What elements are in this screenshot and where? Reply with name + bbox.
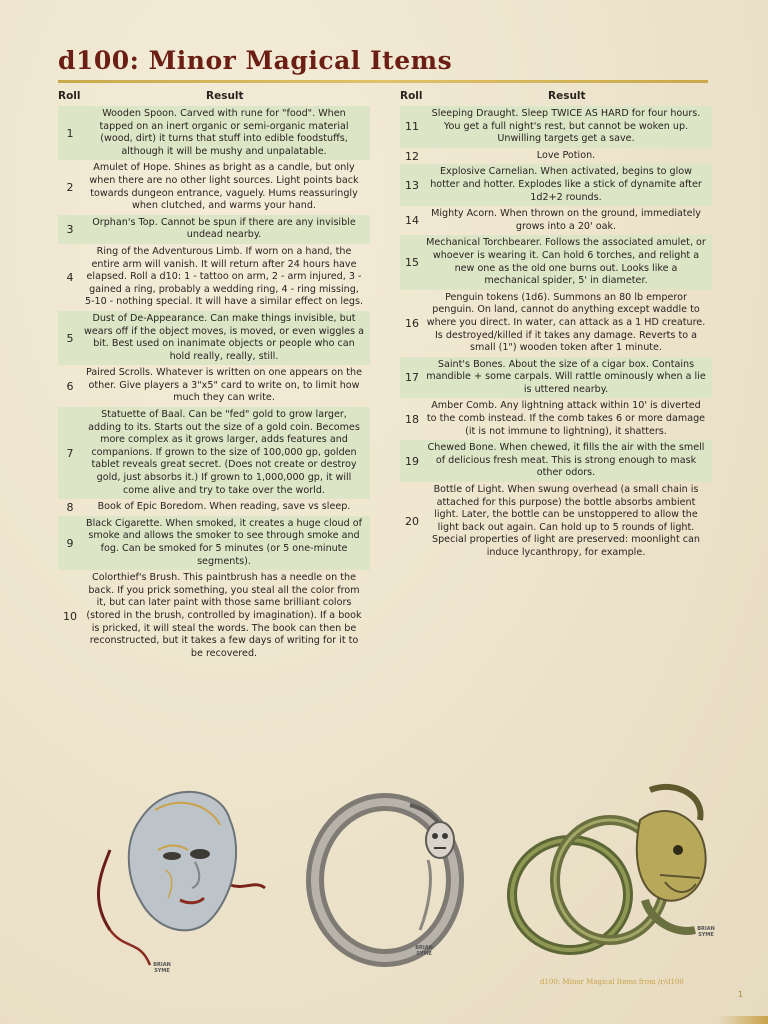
roll-value: 14 <box>405 214 419 228</box>
page-number: 1 <box>738 990 744 999</box>
skull-ring-illustration <box>300 770 480 970</box>
roll-header: Roll <box>58 90 81 102</box>
roll-value: 2 <box>66 181 74 195</box>
result-text: Book of Epic Boredom. When reading, save vs sleep. <box>97 501 351 513</box>
roll-value: 16 <box>405 316 419 330</box>
roll-value: 12 <box>405 149 419 163</box>
roll-value: 20 <box>405 515 419 529</box>
title-divider <box>58 80 708 83</box>
result-text: Statuette of Baal. Can be "fed" gold to grow larger, adding to its. Starts out the size of a gold coin. Becomes more complex as it grows larger, adds features and companions. If grown to the size of 100,000 gp, golden tablet reveals great secret. (Does not create or destroy gold, just absorbs it.) If grown to 1,000,000 gp, it will come alive and try to take over the world. <box>88 409 360 496</box>
right-table <box>400 88 712 562</box>
table-row <box>58 244 370 311</box>
table-row <box>400 440 712 482</box>
roll-value: 5 <box>66 331 74 345</box>
result-text: Orphan's Top. Cannot be spun if there are any invisible undead nearby. <box>92 216 356 241</box>
page-footer: d100: Minor Magical Items from /r/d100 <box>540 978 684 986</box>
right-table-body <box>400 106 712 562</box>
result-header: Result <box>548 90 586 102</box>
table-row <box>400 206 712 235</box>
result-text: Paired Scrolls. Whatever is written on one appears on the other. Give players a 3"x5" card to write on, to limit how much they can write. <box>86 367 362 404</box>
page-title: d100: Minor Magical Items <box>58 46 453 75</box>
table-header <box>58 88 370 106</box>
table-row <box>58 215 370 244</box>
result-text: Love Potion. <box>536 149 596 161</box>
roll-value: 6 <box>66 379 74 393</box>
result-text: Black Cigarette. When smoked, it creates a huge cloud of smoke and allows the smoker to see through smoke and fog. Can be smoked for 5 minutes (or 5 one-minute segments). <box>85 517 362 567</box>
dragon-ring-illustration <box>500 760 730 970</box>
corner-ornament <box>718 1016 768 1024</box>
roll-header: Roll <box>400 90 423 102</box>
result-text: Dust of De-Appearance. Can make things invisible, but wears off if the object moves, is moved, or even wiggles a bit. Best used on inanimate objects or people who can hold really, really, still. <box>84 312 364 362</box>
left-table-body <box>58 106 370 662</box>
table-row <box>400 482 712 562</box>
table-row <box>58 499 370 516</box>
result-text: Amulet of Hope. Shines as bright as a candle, but only when there are no other light sources. Light points back towards dungeon entrance, vaguely. Hums reassuringly when clutched, and warms your hand. <box>89 162 359 212</box>
roll-value: 13 <box>405 178 419 192</box>
artist-signature: BRIAN SYME <box>415 945 433 957</box>
result-text: Ring of the Adventurous Limb. If worn on a hand, the entire arm will vanish. It will return after 24 hours have elapsed. Roll a d10: 1 - tattoo on arm, 2 - arm injured, 3 - gained a ring, probably a wedding ring, 4 - ring missing, 5-10 - nothing special. It will have a similar effect on legs. <box>84 245 364 308</box>
result-text: Penguin tokens (1d6). Summons an 80 lb emperor penguin. On land, cannot do anything except waddle to where you direct. In water, can attack as a 1 HD creature. Is destroyed/killed if it takes any damage. Reverts to a small (1") wooden token after 1 minute. <box>426 291 706 354</box>
table-row <box>58 160 370 214</box>
roll-value: 15 <box>405 256 419 270</box>
roll-value: 8 <box>66 501 74 515</box>
roll-value: 3 <box>66 222 74 236</box>
table-row <box>400 398 712 440</box>
roll-value: 9 <box>66 536 74 550</box>
table-row <box>400 357 712 399</box>
mask-illustration <box>80 780 280 980</box>
table-row <box>58 407 370 499</box>
left-table <box>58 88 370 662</box>
result-text: Mighty Acorn. When thrown on the ground, immediately grows into a 20' oak. <box>431 208 701 232</box>
table-header <box>400 88 712 106</box>
result-text: Chewed Bone. When chewed, it fills the air with the smell of delicious fresh meat. This is strong enough to mask other odors. <box>427 442 705 479</box>
roll-value: 17 <box>405 371 419 385</box>
table-row <box>400 148 712 165</box>
table-row <box>400 106 712 148</box>
roll-value: 19 <box>405 454 419 468</box>
result-text: Bottle of Light. When swung overhead (a small chain is attached for this purpose) the bottle absorbs ambient light. Later, the bottle can be unstoppered to allow the light back out again. Can hold up to 5 rounds of light. Special properties of light are preserved: moonlight can induce lycanthropy, for example. <box>431 484 701 558</box>
table-row <box>400 164 712 206</box>
table-row <box>58 570 370 662</box>
roll-value: 7 <box>66 446 74 460</box>
result-text: Amber Comb. Any lightning attack within 10' is diverted to the comb instead. If the comb takes 6 or more damage (it is not immune to lightning), it shatters. <box>426 400 706 437</box>
table-row <box>400 235 712 289</box>
result-text: Colorthief's Brush. This paintbrush has a needle on the back. If you prick something, you steal all the color from it, but can later paint with those same brilliant colors (stored in the brush, controlled by imagination). If a book is pricked, it will steal the words. The book can then be reconstructed, but it takes a few days of writing for it to be recovered. <box>86 572 362 659</box>
table-row <box>58 365 370 407</box>
table-row <box>58 516 370 570</box>
result-text: Mechanical Torchbearer. Follows the associated amulet, or whoever is wearing it. Can hold 6 torches, and relight a new one as the old one burns out. Looks like a mechanical spider, 5' in diameter. <box>426 237 706 287</box>
result-text: Saint's Bones. About the size of a cigar box. Contains mandible + some carpals. Will rattle ominously when a lie is uttered nearby. <box>426 358 706 395</box>
roll-value: 18 <box>405 412 419 426</box>
roll-value: 10 <box>63 609 77 623</box>
result-text: Explosive Carnelian. When activated, begins to glow hotter and hotter. Explodes like a stick of dynamite after 1d2+2 rounds. <box>430 166 702 203</box>
result-header: Result <box>206 90 244 102</box>
result-text: Sleeping Draught. Sleep TWICE AS HARD for four hours. You get a full night's rest, but cannot be woken up. Unwilling targets get a save. <box>431 108 701 145</box>
roll-value: 4 <box>66 270 74 284</box>
roll-value: 1 <box>66 126 74 140</box>
table-row <box>58 311 370 365</box>
table-row <box>400 290 712 357</box>
artist-signature: BRIAN SYME <box>697 926 715 938</box>
roll-value: 11 <box>405 120 419 134</box>
result-text: Wooden Spoon. Carved with rune for "food". When tapped on an inert organic or semi-organic material (wood, dirt) it turns that stuff into edible foodstuffs, although it will be mushy and unpalatable. <box>99 108 349 157</box>
table-row <box>58 106 370 160</box>
artist-signature: BRIAN SYME <box>153 962 171 974</box>
